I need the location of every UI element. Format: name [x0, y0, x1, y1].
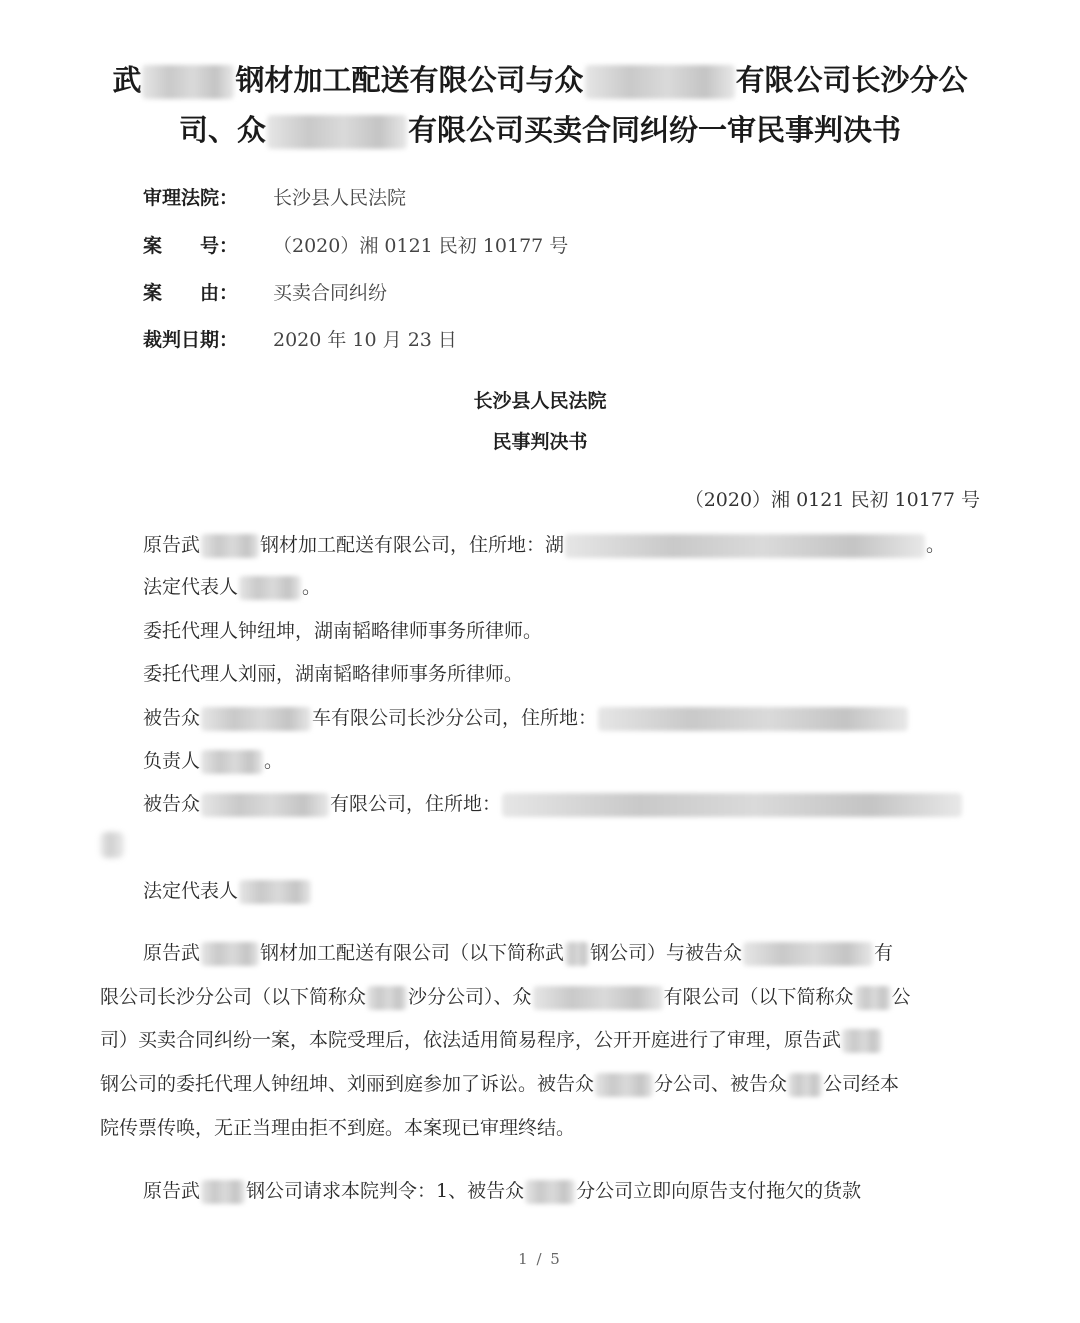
party-text: 。 — [926, 534, 946, 556]
paragraph-line — [100, 982, 911, 1010]
body-text: 原告武 — [143, 942, 201, 964]
body-text: 分公司、被告众 — [654, 1073, 788, 1095]
party-text: 钢材加工配送有限公司，住所地：湖 — [260, 534, 565, 556]
party-text: 法定代表人 — [143, 576, 239, 598]
party-text: 法定代表人 — [143, 880, 239, 902]
judgment-date-value: 2020 年 10 月 23 日 — [273, 329, 457, 351]
body-text: 有 — [874, 942, 894, 964]
redacted-blur — [595, 1073, 653, 1097]
plaintiff-rep-line — [143, 572, 321, 600]
document-title-line2 — [60, 108, 1020, 149]
cause-value: 买卖合同纠纷 — [273, 282, 388, 304]
body-text: 原告武 — [143, 1180, 201, 1202]
redacted-blur — [239, 576, 301, 600]
redacted-blur — [100, 832, 124, 858]
redacted-blur — [201, 793, 329, 817]
meta-cause — [143, 278, 387, 305]
meta-judgment-date — [143, 325, 457, 352]
title-text: 武 — [112, 63, 142, 97]
body-text: 公 — [891, 986, 911, 1008]
meta-court — [143, 183, 406, 210]
title-text: 钢材加工配送有限公司与众 — [235, 63, 584, 97]
redacted-blur — [565, 534, 925, 558]
redacted-blur — [842, 1029, 882, 1053]
agent-line-2: 委托代理人刘丽，湖南韬略律师事务所律师。 — [143, 663, 524, 685]
party-text: 负责人 — [143, 750, 201, 772]
redacted-blur — [201, 534, 259, 558]
paragraph-line — [143, 1176, 861, 1204]
cause-label: 案 由： — [143, 282, 239, 304]
defendant1-line — [143, 703, 909, 731]
plaintiff-line — [143, 530, 945, 558]
title-text: 司、众 — [178, 113, 266, 147]
meta-case-number — [143, 231, 568, 258]
document-title-line1 — [60, 58, 1020, 99]
paragraph-line — [143, 938, 893, 966]
case-number-label: 案 号： — [143, 235, 239, 257]
party-text: 车有限公司长沙分公司，住所地： — [312, 707, 598, 729]
redacted-blur — [502, 793, 962, 817]
body-text: 司）买卖合同纠纷一案，本院受理后，依法适用简易程序，公开开庭进行了审理，原告武 — [100, 1029, 842, 1051]
redacted-blur — [267, 115, 407, 149]
case-number-right: （2020）湘 0121 民初 10177 号 — [684, 489, 980, 511]
redacted-blur — [367, 986, 407, 1010]
redacted-blur — [565, 942, 589, 966]
doc-type-heading: 民事判决书 — [492, 431, 588, 453]
redacted-blur — [533, 986, 663, 1010]
redacted-blur — [201, 1180, 245, 1204]
defendant2-rep-line — [143, 876, 312, 904]
party-text: 。 — [264, 750, 284, 772]
body-text: 钢公司）与被告众 — [590, 942, 743, 964]
court-heading: 长沙县人民法院 — [473, 390, 607, 412]
title-text: 有限公司长沙分公 — [735, 63, 968, 97]
body-text: 钢材加工配送有限公司（以下简称武 — [260, 942, 565, 964]
redacted-blur — [201, 707, 311, 731]
redacted-blur — [201, 942, 259, 966]
redacted-blur — [142, 65, 234, 99]
case-number-value: （2020）湘 0121 民初 10177 号 — [273, 235, 569, 257]
body-text: 钢公司的委托代理人钟纽坤、刘丽到庭参加了诉讼。被告众 — [100, 1073, 595, 1095]
paragraph-line — [100, 1069, 899, 1097]
court-label: 审理法院： — [143, 187, 239, 209]
party-text: 被告众 — [143, 793, 201, 815]
redacted-blur — [855, 986, 891, 1010]
party-text: 原告武 — [143, 534, 201, 556]
body-text: 沙分公司）、众 — [408, 986, 532, 1008]
party-text: 有限公司，住所地： — [330, 793, 502, 815]
redacted-blur — [743, 942, 873, 966]
defendant1-head-line — [143, 746, 283, 774]
title-text: 有限公司买卖合同纠纷一审民事判决书 — [408, 113, 902, 147]
judgment-date-label: 裁判日期： — [143, 329, 239, 351]
redacted-blur — [239, 880, 311, 904]
paragraph-line — [100, 1025, 883, 1053]
redacted-blur — [525, 1180, 575, 1204]
body-text: 公司经本 — [823, 1073, 900, 1095]
redacted-blur — [585, 65, 735, 99]
page-indicator: 1 / 5 — [518, 1250, 562, 1268]
body-text: 分公司立即向原告支付拖欠的货款 — [576, 1180, 862, 1202]
paragraph-line: 院传票传唤，无正当理由拒不到庭。本案现已审理终结。 — [100, 1117, 576, 1139]
redacted-blur — [788, 1073, 822, 1097]
body-text: 钢公司请求本院判令：1、被告众 — [246, 1180, 525, 1202]
defendant2-line — [143, 789, 963, 817]
agent-line-1: 委托代理人钟纽坤，湖南韬略律师事务所律师。 — [143, 620, 543, 642]
court-value: 长沙县人民法院 — [273, 187, 407, 209]
party-text: 。 — [302, 576, 322, 598]
party-text: 被告众 — [143, 707, 201, 729]
body-text: 有限公司（以下简称众 — [663, 986, 854, 1008]
redacted-blur — [598, 707, 908, 731]
body-text: 限公司长沙分公司（以下简称众 — [100, 986, 367, 1008]
redacted-blur — [201, 750, 263, 774]
